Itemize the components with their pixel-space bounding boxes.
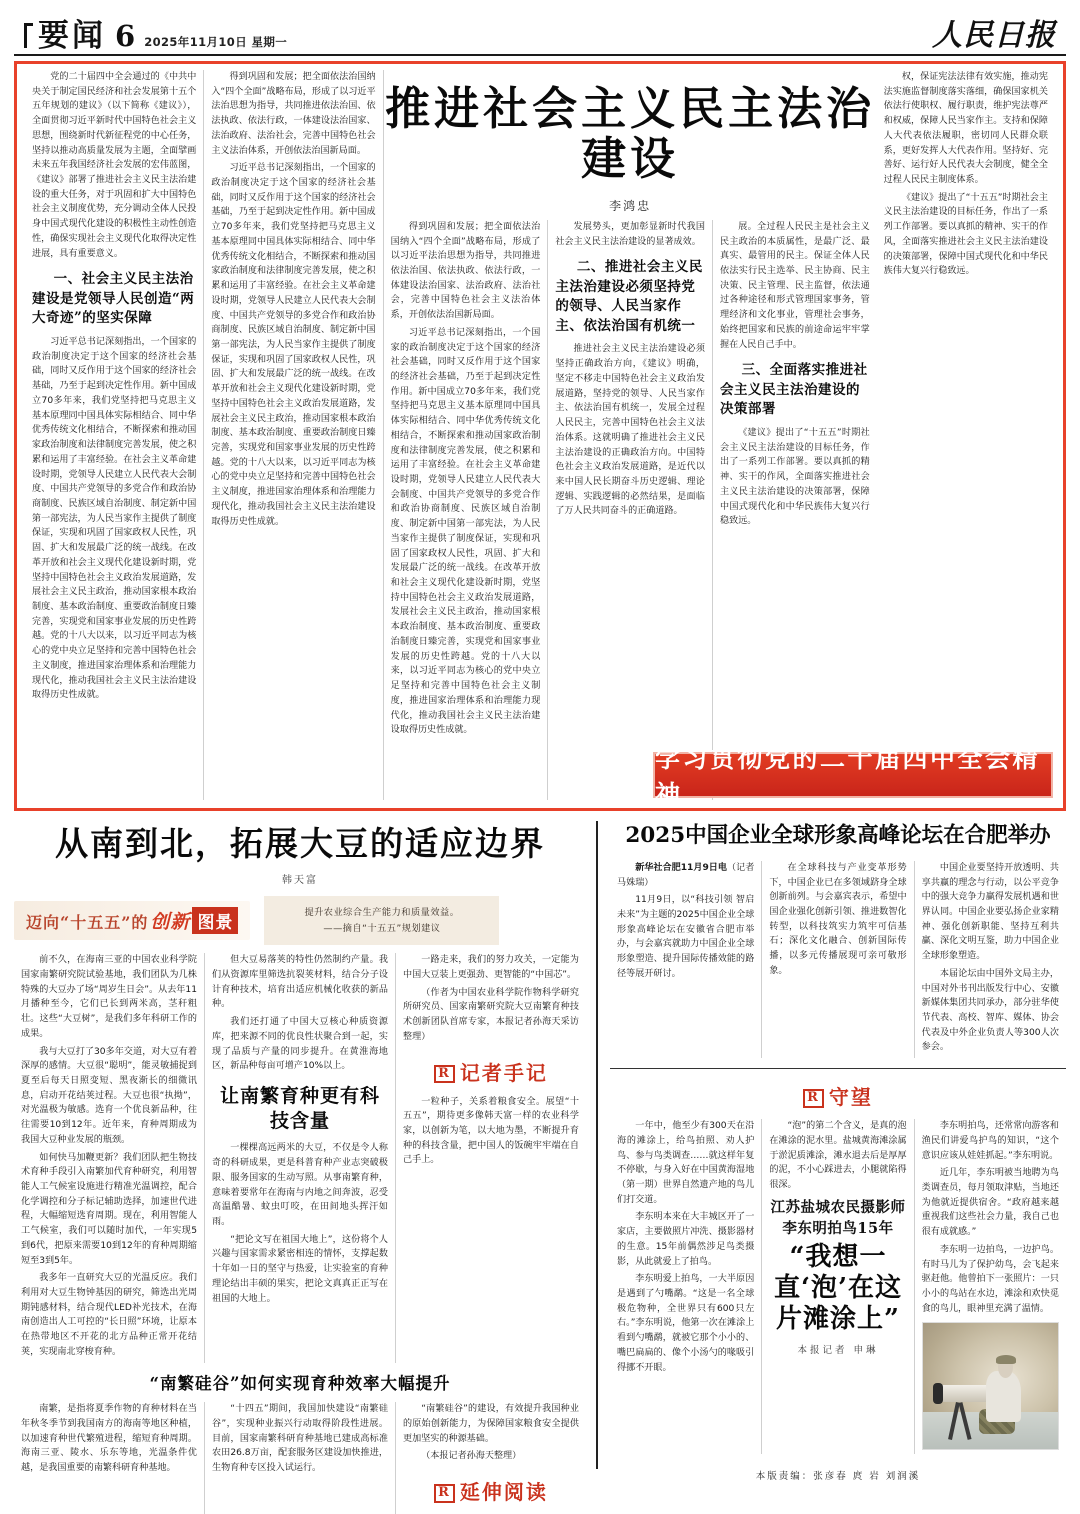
featured-section-1-body: 习近平总书记深刻指出，一个国家的政治制度决定于这个国家的经济社会基础，同时又反作用于这个国家的经济社会基础，乃至于起到决定性作用。新中国成立70多年来，我们党坚持把马克思主义基本原理同中国具体实际相结合、同中华优秀传统文化相结合，不断探索和推动国家政治制度和法律制度完善发展，使之积累和运用了丰富经验。在社会主义革命建设时期，党领导人民建立人民代表大会制度、中国共产党领导的多党合作和政治协商制度、民族区域自治制度、制定新中国第一部宪法，为人民当家作主提供了制度保证，实现和巩固了国家政权人民性，巩固、扩大和发展最广泛的统一战线。在改革开放和社会主义现代化建设新时期，党坚持中国特色社会主义政治发展道路，发展社会主义民主政治，推动国家根本政治制度、基本政治制度、重要政治制度日臻完善，实现党和国家事业发展的历史性跨越。党的十八大以来，以习近平同志为核心的党中央立足坚持和完善中国特色社会主义制度，推进国家治理体系和治理能力现代化，推动我国社会主义民主法治建设取得历史性成就。: [32, 337, 197, 701]
forum-column-3: [915, 861, 1066, 1058]
publication-date: 2025年11月10日 星期一: [144, 35, 288, 49]
photo-subject-torso: [986, 1371, 1021, 1421]
campaign-banner-text: 学习贯彻党的二十届四中全会精神: [655, 744, 1041, 809]
soybean-ext-column-3: [396, 1402, 586, 1514]
reporter-note-label: 记者手记: [459, 1060, 548, 1085]
soybean-ext-para-1: 南繁，是指将夏季作物的育种材料在当年秋冬季节到我国南方的海南等地区种植，以加速育种世代繁殖进程，缩短育种周期。海南三亚、陵水、乐东等地，光温条件优越，是我国重要的南繁科研育种基地。: [21, 1404, 197, 1473]
soybean-para-5: 我多年一直研究大豆的光温反应。我们利用对大豆生物钟基因的研究，筛选出光周期钝感材料，结合现代LED补光技术，在海南创造出人工可控的“长日照”环境，让原本在热带地区不开花的北方品种正常开花结荚，实现南北穿梭育种。: [21, 1273, 197, 1357]
soybean-ext-column-1: [14, 1402, 205, 1514]
soybean-subhead-1: 让南繁育种更有科技含量: [219, 1084, 380, 1132]
section-divider: [610, 1068, 1066, 1069]
marker-box-icon-2: R: [434, 1484, 455, 1503]
soybean-para-3: 如何快马加鞭更新？我们团队把生物技术育种手段引入南繁加代育种研究，利用智能人工气候室设施进行精准光温调控，配合化学调控和分子标记辅助选择，加速世代进程，大幅缩短选育周期。现在，利用智能人工气候室，我们可以随时加代，一年实现5到6代，把原来需要10到12年的育种周期缩短至3到5年。: [21, 1152, 197, 1266]
featured-col2-text-b: 习近平总书记深刻指出，一个国家的政治制度决定于这个国家的经济社会基础，同时又反作用于这个国家的经济社会基础，乃至于起到决定性作用。新中国成立70多年来，我们党坚持把马克思主义基本原理同中国具体实际相结合、同中华优秀传统文化相结合，不断探索和推动国家政治制度和法律制度完善发展，使之积累和运用了丰富经验。在社会主义革命建设时期，党领导人民建立人民代表大会制度、中国共产党领导的多党合作和政治协商制度、民族区域自治制度、制定新中国第一部宪法，为人民当家作主提供了制度保证，实现和巩固了国家政权人民性，巩固、扩大和发展最广泛的统一战线。在改革开放和社会主义现代化建设新时期，党坚持中国特色社会主义政治发展道路，发展社会主义民主政治，推动国家根本政治制度、基本政治制度、重要政治制度日臻完善，实现党和国家事业发展的历史性跨越。党的十八大以来，以习近平同志为核心的党中央立足坚持和完善中国特色社会主义制度，推进国家治理体系和治理能力现代化，推动我国社会主义民主法治建设取得历史性成就。: [211, 163, 376, 527]
marker-box-icon: R: [434, 1065, 455, 1084]
photo-subject-cap: [996, 1355, 1016, 1364]
featured-headline-zone: [384, 70, 877, 220]
soybean-columns: [14, 953, 586, 1362]
photo-telephoto-lens: [938, 1385, 992, 1401]
forum-para-1: 11月9日，以“科技引领 智启未来”为主题的2025中国企业全球形象高峰论坛在安徽省合肥市举办，与会嘉宾就助力中国企业全球形象塑造、提升国际传播效能的路径等展开研讨。: [617, 895, 755, 979]
featured-section-3-body: 《建议》提出了“十五五”时期社会主义民主法治建设的目标任务，作出了一系列工作部署。要以真抓的精神、实干的作风，全面落实推进社会主义民主法治建设的决策部署，保障中国式现代化和中华民族伟大复兴行稳致远。: [720, 427, 870, 527]
birds-column-1: [610, 1119, 762, 1454]
featured-inner-column-2: [548, 220, 713, 800]
watch-section-marker: [610, 1081, 1066, 1110]
birds-para-1: 一年中，他至少有300天在沿海的滩涂上，给鸟拍照、劝人护鸟、参与鸟类调查……就这样年复不停歇，与身入好在中国黄海湿地（第一期）世界自然遗产地的鸟儿们打交道。: [617, 1121, 755, 1205]
featured-headline: 推进社会主义民主法治建设: [385, 82, 876, 186]
featured-section-2-title: 二、推进社会主义民主法治建设必须坚持党的领导、人民当家作主、依法治国有机统一: [555, 259, 703, 334]
bracket-icon: [24, 23, 33, 48]
featured-inner-columns: [384, 220, 877, 800]
section-title: 要闻: [38, 18, 106, 54]
featured-column-last: [877, 70, 1055, 800]
masthead-left: [24, 18, 288, 54]
birds-column-2: [762, 1119, 914, 1454]
lower-section: [14, 821, 1066, 1504]
forum-dateline-text: 新华社合肥11月9日电: [635, 862, 728, 873]
soybean-subhead-2: “南繁硅谷”如何实现育种效率大幅提升: [149, 1373, 451, 1393]
forum-columns: [610, 861, 1066, 1058]
forum-para-2: 在全球科技与产业变革形势下，中国企业已在多领域跻身全球创新前列。与会嘉宾表示，希望中国企业强化创新引领、推进数智化转型，以科技筑实力筑牢可信基石；深化文化融合、创新国际传播，以多元传播展现可亲可敬形象。: [769, 862, 907, 976]
featured-last-b: 《建议》提出了“十五五”时期社会主义民主法治建设的目标任务，作出了一系列工作部署。要以真抓的精神、实干的作风，全面落实推进社会主义民主法治建设的决策部署，保障中国式现代化和中华民族伟大复兴行稳致远。: [883, 192, 1048, 277]
innovation-badge-prefix: 迈向“十五五”的: [26, 913, 149, 933]
birds-para-5: 李东明拍鸟，还常常向游客和渔民们讲爱鸟护鸟的知识，“这个意识应该从娃娃抓起。”李东明说。: [921, 1121, 1059, 1161]
soybean-ext-column-2: [205, 1402, 396, 1514]
birds-column-3: [915, 1119, 1066, 1454]
policy-quote-source: ——摘自“十五五”规划建议: [323, 922, 441, 934]
birds-para-4: “泡”的第二个含义，是真的泡在滩涂的泥水里。盐城黄海滩涂属于淤泥质滩涂，滩水退去后是厚厚的泥，不小心踩进去，小腿就陷得很深。: [769, 1121, 907, 1191]
campaign-banner: [653, 744, 1053, 809]
extended-read-label: 延伸阅读: [459, 1479, 548, 1504]
featured-lead: 党的二十届四中全会通过的《中共中央关于制定国民经济和社会发展第十五个五年规划的建议》（以下简称《建议》），全面贯彻习近平新时代中国特色社会主义思想，围绕新时代新征程党的中心任务，坚持以推动高质量发展为主题，全面擘画未来五年我国经济社会发展的宏伟蓝图，《建议》部署了推进社会主义民主法治建设的重大任务，对于巩固和扩大中国特色社会主义制度优势，充分调动全体人民投身中国式现代化建设的积极性主动性创造性，确保实现社会主义现代化取得决定性进展，具有重要意义。: [32, 72, 197, 259]
birds-byline: 本报记者 申琳: [797, 1345, 879, 1357]
page-number: 6: [115, 19, 136, 53]
soybean-editor-note: （本报记者孙海天整理）: [421, 1451, 522, 1462]
soybean-column-2: [205, 953, 396, 1362]
page-credits: 本版责编：张彦春 庹 岩 刘润溪: [755, 1471, 921, 1483]
innovation-badge-accent: 创新: [150, 911, 191, 934]
soybean-note-para-3: 一粒种子，关系着粮食安全。展望“十五五”，期待更多像韩天富一样的农业科学家，以创新为笔，以大地为墨，不断提升育种的科技含量，把中国人的饭碗牢牢端在自己手上。: [403, 1096, 579, 1166]
soybean-badge-row: [14, 896, 586, 945]
birds-para-7: 李东明一边拍鸟，一边护鸟。有时马儿为了保护幼鸟，会飞起来驱赶他。他曾拍下一张照片：一只小小的鸟站在水边，滩涂和欢快觅食的鸟儿，眼神里充满了温情。: [921, 1244, 1059, 1314]
featured-column-1: [25, 70, 204, 800]
soybean-note-para-1: 一棵棵高远两米的大豆，不仅是令人称奇的科研成果，更是科普育种产业志突破极限、服务国家的生动写照。从事南繁育种，意味着要常年在海南与内地之间奔波，忍受高温酷暑、蚊虫叮咬，在田间地头挥汗如雨。: [212, 1143, 388, 1227]
soybean-ext-columns: [14, 1402, 586, 1514]
forum-column-1: [610, 861, 762, 1058]
soybean-para-7: 一路走来，我们的努力攻关，一定能为中国大豆装上更强劲、更智能的“中国芯”。: [403, 955, 579, 980]
soybean-para-1: 前不久，在海南三亚的中国农业科学院国家南繁研究院试验基地，我们团队为几株特殊的大豆办了场“周岁生日会”。从去年11月播种至今，它们已长到两米高，茎秆粗壮。这些“大豆树”，是我们多年科研工作的成果。: [21, 955, 197, 1039]
soybean-attribution: （作者为中国农业科学院作物科学研究所研究员、国家南繁研究院大豆南繁育种技术创新团队首席专家，本报记者孙海天采访整理）: [403, 987, 579, 1042]
birds-shoulder-headline: 江苏盐城农民摄影师李东明拍鸟15年: [770, 1198, 906, 1237]
soybean-headline: 从南到北，拓展大豆的适应边界: [55, 824, 545, 863]
featured-section-3-title: 三、全面落实推进社会主义民主法治建设的决策部署: [720, 362, 868, 418]
forum-dateline: [617, 861, 754, 890]
extended-read-marker: [403, 1476, 579, 1505]
featured-byline: 李鸿忠: [609, 198, 652, 213]
soybean-ext-para-2: “十四五”期间，我国加快建设“南繁硅谷”，实现种业振兴行动取得阶段性进展。目前，国家南繁科研育种基地已建成高标准农田26.8万亩，配套服务区建设加快推进，生物育种专区投入试运行。: [212, 1404, 388, 1473]
featured-grid: [25, 70, 1055, 800]
featured-center-block: [384, 70, 877, 800]
soybean-ext-para-3: “南繁硅谷”的建设，有效提升我国种业的原始创新能力，为保障国家粮食安全提供更加坚实的种源基础。: [403, 1404, 579, 1444]
photo-lens-hood: [933, 1383, 942, 1404]
featured-last-a: 权，保证宪法法律有效实施，推动宪法实施监督制度落实落细，确保国家机关依法行使职权、履行职责，维护宪法尊严和权威，保障人民当家作主。支持和保障人大代表依法履职，密切同人民群众联系，更好发挥人大代表作用。坚持好、完善好、运行好人民代表大会制度，健全全过程人民民主制度体系。: [883, 72, 1048, 186]
soybean-column-3: [396, 953, 586, 1362]
reporter-note-marker: [403, 1057, 579, 1086]
soybean-article: [14, 821, 598, 1504]
policy-quote-box: [264, 896, 499, 945]
birds-para-3: 李东明爱上拍鸟，一大半原因是遇到了勺嘴鹬。“这是一名全球极危物种，全世界只有600只左右。”李东明说，他第一次在滩涂上看到勺嘴鹬，就被它那个小小的、嘴巴扁扁的、像个小汤勺的喙吸引得挪不开眼。: [617, 1274, 755, 1373]
featured-inner-column-1: [384, 220, 549, 800]
innovation-badge-suffix: 图景: [192, 907, 238, 934]
soybean-note-para-2: “把论文写在祖国大地上”，这份将个人兴趣与国家需求紧密相连的情怀，支撑起数十年如一日的坚守与热爱，让实验室的育种理论结出丰硕的果实，把论文真真正正写在祖国的大地上。: [212, 1234, 388, 1304]
birds-columns-top: [610, 1119, 1066, 1454]
innovation-badge: [14, 901, 250, 940]
featured-inner-column-3: [713, 220, 877, 800]
birds-para-2: 李东明本来在大丰城区开了一家店，主要做照片冲洗、摄影器材的生意。15年前偶然涉足鸟类摄影，从此就爱上了拍鸟。: [617, 1212, 755, 1267]
forum-para-3: 中国企业要坚持开放透明、共享共赢的理念与行动，以公平竞争中的强大竞争力赢得发展机遇和世界认同。中国企业要弘扬企业家精神、强化创新职能、坚持互利共赢、深化文明互鉴，助力中国企业全球形象塑造。: [921, 862, 1059, 962]
birds-para-6: 近几年，李东明被当地聘为鸟类调查员，每月领取津贴，当地还为他就近提供宿舍。“政府越来越重视我们这些社会力量，我自己也很有成就感。”: [921, 1168, 1059, 1238]
featured-article: [14, 61, 1066, 811]
soybean-column-1: [14, 953, 205, 1362]
featured-inner2-a: 发展势头，更加彰显新时代我国社会主义民主法治建设的显著成效。: [555, 221, 705, 247]
featured-section-1-title: 一、社会主义民主法治建设是党领导人民创造“两大奇迹”的坚实保障: [32, 271, 195, 327]
policy-quote-text: 提升农业综合生产能力和质量效益。: [304, 906, 460, 918]
featured-section-2-body: 推进社会主义民主法治建设必须坚持正确政治方向，《建议》明确，坚定不移走中国特色社会主义政治发展道路，坚持党的领导、人民当家作主、依法治国有机统一，发展全过程人民民主，完善中国特色社会主义法治体系。这就明确了推进社会主义民主法治建设的正确政治方向。中国特色社会主义政治发展道路，是近代以来中国人民长期奋斗历史逻辑、理论逻辑、实践逻辑的必然结果，是面临了万人民共同奋斗的正确道路。: [555, 344, 705, 517]
paper-nameplate: 人民日报: [932, 18, 1056, 53]
featured-col2-text: 得到巩固和发展；把全面依法治国纳入“四个全面”战略布局，形成了以习近平法治思想为指导，共同推进依法治国、依法执政、依法行政，一体建设法治国家、法治政府、法治社会，完善中国特色社会主义法治体系，开创依法治国新局面。: [211, 72, 376, 156]
marker-box-icon-3: R: [803, 1089, 824, 1108]
featured-inner1-b: 习近平总书记深刻指出，一个国家的政治制度决定于这个国家的经济社会基础，同时又反作用于这个国家的经济社会基础，乃至于起到决定性作用。新中国成立70多年来，我们党坚持把马克思主义基本原理同中国具体实际相结合、同中华优秀传统文化相结合，不断探索和推动国家政治制度和法律制度完善发展，使之积累和运用了丰富经验。在社会主义革命建设时期，党领导人民建立人民代表大会制度、中国共产党领导的多党合作和政治协商制度、民族区域自治制度、制定新中国第一部宪法，为人民当家作主提供了制度保证，实现和巩固了国家政权人民性，巩固、扩大和发展最广泛的统一战线。在改革开放和社会主义现代化建设新时期，党坚持中国特色社会主义政治发展道路，发展社会主义民主政治，推动国家根本政治制度、基本政治制度、重要政治制度日臻完善，实现党和国家事业发展的历史性跨越。党的十八大以来，以习近平同志为核心的党中央立足坚持和完善中国特色社会主义制度，推进国家治理体系和治理能力现代化，推动我国社会主义民主法治建设取得历史性成就。: [390, 327, 541, 736]
right-column-stack: [598, 821, 1066, 1483]
soybean-para-6: 我们还打通了中国大豆核心种质资源库，把来源不同的优良性状聚合到一起，实现了品质与产量的同步提升。在黄淮海地区，新品种每亩可增产10%以上。: [212, 1017, 388, 1072]
soybean-para-4: 但大豆易落荚的特性仍然制约产量。我们从资源库里筛选抗裂荚材料，结合分子设计育种技术，培育出适应机械化收获的新品种。: [212, 955, 388, 1010]
forum-para-4: 本届论坛由中国外文局主办，中国对外书刊出版发行中心、安徽新媒体集团共同承办，部分驻华使节代表、高校、智库、媒体、协会代表及中外企业负责人等300人次参会。: [921, 968, 1059, 1053]
forum-column-2: [762, 861, 914, 1058]
featured-inner1-a: 得到巩固和发展；把全面依法治国纳入“四个全面”战略布局，形成了以习近平法治思想为指导，共同推进依法治国、依法执政、依法行政，一体建设法治国家、法治政府、法治社会，完善中国特色社会主义法治体系，开创依法治国新局面。: [390, 221, 541, 321]
featured-inner3-a: 展。全过程人民民主是社会主义民主政治的本质属性，是最广泛、最真实、最管用的民主。保证全体人民依法实行民主选举、民主协商、民主决策、民主管理、民主监督，依法通过各种途径和形式管理国家事务，管理经济和文化事业，管理社会事务，始终把国家和民族的前途命运牢牢掌握在人民自己手中。: [720, 221, 870, 350]
soybean-para-2: 我与大豆打了30多年交道，对大豆有着深厚的感情。大豆很“聪明”，能灵敏捕捉到夏至后每天日照变短、黑夜渐长的细微讯息，启动开花结荚过程。大豆也很“执拗”，对光温极为敏感。选育一个优良新品种，往往需要10到12年。近年来，育种周期成为我国大豆种业发展的瓶颈。: [21, 1046, 197, 1145]
watch-section-label: 守望: [828, 1085, 873, 1110]
forum-reporter: （记者马姝瑞）: [617, 862, 755, 888]
featured-column-2: [204, 70, 383, 800]
masthead: [14, 0, 1066, 56]
birds-headline: “我想一直‘泡’在这片滩涂上”: [773, 1241, 903, 1335]
forum-headline: 2025中国企业全球形象高峰论坛在合肥举办: [625, 823, 1051, 848]
soybean-byline: 韩天富: [282, 874, 318, 886]
photographer-photo: [922, 1322, 1059, 1450]
